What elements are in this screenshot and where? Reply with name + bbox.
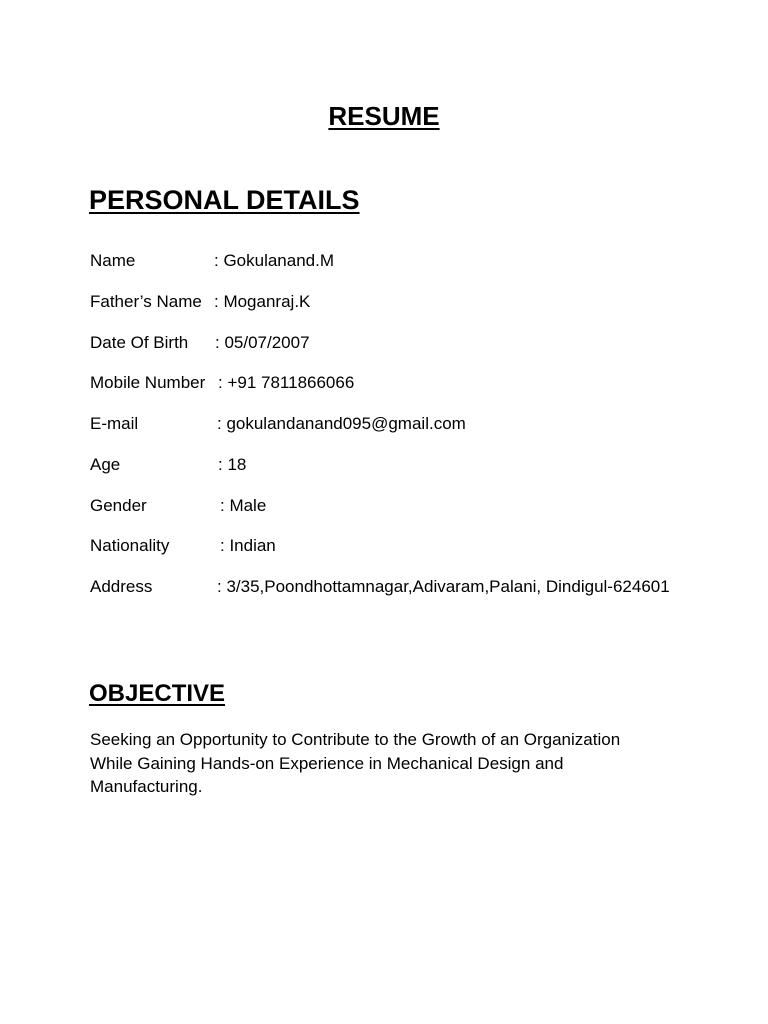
resume-title-text: RESUME [328,101,440,131]
detail-row-gender [90,495,267,517]
detail-value: : 05/07/2007 [215,333,310,352]
detail-label: Gender [90,496,147,515]
detail-label: Age [90,455,121,474]
detail-value: : Male [220,496,267,515]
objective-paragraph [90,728,690,799]
detail-value: : gokulandanand095@gmail.com [217,414,466,433]
detail-row-age [90,454,247,476]
detail-value: : Indian [220,536,276,555]
detail-value: : Moganraj.K [214,292,311,311]
objective-heading: OBJECTIVE [89,680,226,707]
objective-line: While Gaining Hands-on Experience in Mechanical Design and [90,753,564,773]
detail-row-date-of-birth [90,332,310,354]
objective-line: Seeking an Opportunity to Contribute to the Growth of an Organization [90,730,621,749]
personal-details-heading: PERSONAL DETAILS [89,185,360,215]
detail-label: Name [90,251,136,270]
detail-label: Date Of Birth [90,333,189,352]
detail-row-nationality [90,535,276,557]
detail-label: E-mail [90,414,139,433]
detail-value: : 3/35,Poondhottamnagar,Adivaram,Palani, Dindigul-624601 [217,577,670,596]
detail-row-name [90,250,335,272]
detail-row-fathers-name [90,291,311,313]
detail-label: Address [90,577,153,596]
detail-row-mobile-number [90,372,355,394]
detail-value: : 18 [218,455,247,474]
detail-label: Nationality [90,536,170,555]
detail-value: : +91 7811866066 [218,373,355,392]
detail-row-address [90,576,670,598]
detail-label: Father’s Name [90,292,202,311]
resume-title [0,99,768,133]
detail-label: Mobile Number [90,373,206,392]
detail-row-email [90,413,466,435]
detail-value: : Gokulanand.M [214,251,335,270]
objective-line: Manufacturing. [90,777,203,796]
